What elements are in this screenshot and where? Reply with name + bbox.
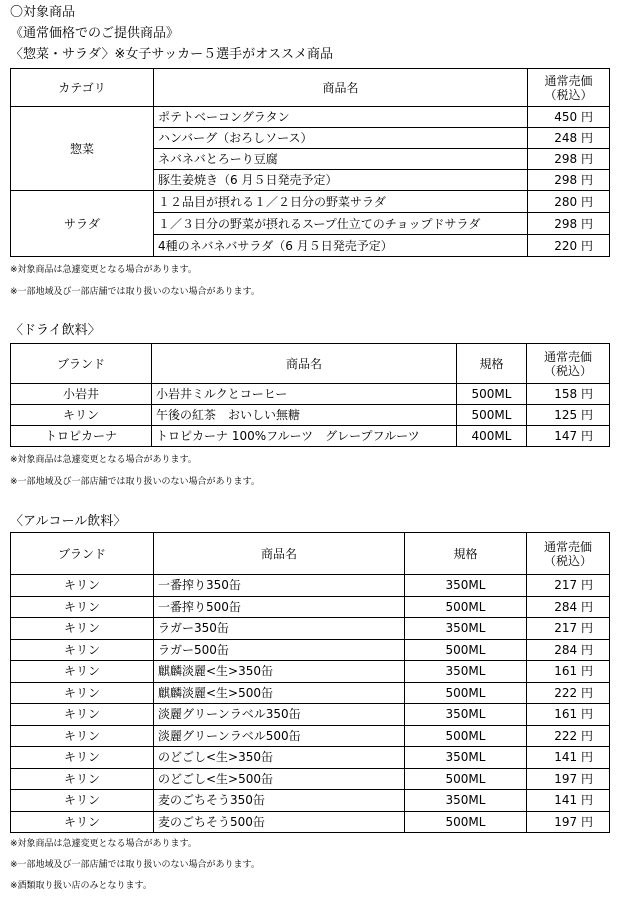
size-cell: 500ML [405,811,527,833]
product-name-cell: 麒麟淡麗<生>350缶 [154,661,405,683]
product-name-cell: 午後の紅茶 おいしい無糖 [152,405,457,426]
price-cell: 222 円 [527,682,610,704]
brand-cell: キリン [11,639,154,661]
brand-cell: キリン [11,747,154,769]
table-row [11,811,610,833]
brand-cell: キリン [11,405,152,426]
table-row [11,747,610,769]
product-name-cell: のどごし<生>500缶 [154,768,405,790]
table-row [11,575,610,597]
section-heading-alcohol: 〈アルコール飲料〉 [10,514,127,529]
price-cell: 284 円 [527,596,610,618]
product-name-cell: のどごし<生>350缶 [154,747,405,769]
size-cell: 500ML [405,639,527,661]
price-cell: 217 円 [527,618,610,640]
brand-cell: キリン [11,661,154,683]
product-name-cell: 豚生姜焼き（6 月５日発売予定） [154,170,528,191]
table-row [11,426,610,447]
column-header-product-name: 商品名 [152,344,457,384]
price-cell: 280 円 [528,191,610,213]
product-name-cell: ポテトベーコングラタン [154,107,528,128]
product-name-cell: 麦のごちそう350缶 [154,790,405,812]
column-header-product-name: 商品名 [154,69,528,107]
product-name-cell: ネバネバとろーり豆腐 [154,149,528,170]
price-cell: 147 円 [527,426,610,447]
product-name-cell: ラガー500缶 [154,639,405,661]
note-text: ※一部地域及び一部店舗では取り扱いのない場合があります。 [10,287,260,297]
product-name-cell: 淡麗グリーンラベル500缶 [154,725,405,747]
product-name-cell: 一番搾り500缶 [154,596,405,618]
deli-salad-table [10,68,610,257]
price-cell: 141 円 [527,790,610,812]
product-name-cell: トロピカーナ 100%フルーツ グレープフルーツ [152,426,457,447]
size-cell: 500ML [405,682,527,704]
price-cell: 220 円 [528,235,610,257]
brand-cell: キリン [11,768,154,790]
brand-cell: キリン [11,575,154,597]
table-row [11,191,610,213]
size-cell: 350ML [405,790,527,812]
price-cell: 197 円 [527,768,610,790]
brand-cell: キリン [11,704,154,726]
price-cell: 158 円 [527,384,610,405]
column-header-brand: ブランド [11,533,154,575]
table-row [11,405,610,426]
product-name-cell: １／３日分の野菜が摂れるスープ仕立てのチョップドサラダ [154,213,528,235]
alcohol-table [10,532,610,833]
dry-drinks-table [10,343,610,447]
brand-cell: 小岩井 [11,384,152,405]
category-cell-deli: 惣菜 [11,107,154,191]
note-text: ※対象商品は急遽変更となる場合があります。 [10,839,197,849]
table-row [11,725,610,747]
size-cell: 500ML [405,768,527,790]
column-header-price: 通常売価 （税込） [527,533,610,575]
size-cell: 500ML [457,384,527,405]
product-name-cell: 麦のごちそう500缶 [154,811,405,833]
section-heading-dry-drinks: 〈ドライ飲料〉 [10,323,101,338]
note-text: ※一部地域及び一部店舗では取り扱いのない場合があります。 [10,860,260,870]
price-cell: 284 円 [527,639,610,661]
product-name-cell: 淡麗グリーンラベル350缶 [154,704,405,726]
price-cell: 125 円 [527,405,610,426]
product-name-cell: １２品目が摂れる１／２日分の野菜サラダ [154,191,528,213]
size-cell: 350ML [405,747,527,769]
note-text: ※対象商品は急遽変更となる場合があります。 [10,455,197,465]
alcohol-table-body [11,575,610,833]
price-cell: 161 円 [527,661,610,683]
size-cell: 500ML [405,725,527,747]
table-row [11,384,610,405]
product-name-cell: ハンバーグ（おろしソース） [154,128,528,149]
category-cell-salad: サラダ [11,191,154,257]
table-row [11,790,610,812]
price-cell: 248 円 [528,128,610,149]
price-cell: 450 円 [528,107,610,128]
price-cell: 197 円 [527,811,610,833]
product-name-cell: 4種のネバネバサラダ（6 月５日発売予定） [154,235,528,257]
table-row [11,661,610,683]
size-cell: 350ML [405,618,527,640]
note-text: ※対象商品は急遽変更となる場合があります。 [10,265,197,275]
table-row [11,596,610,618]
product-name-cell: ラガー350缶 [154,618,405,640]
product-name-cell: 小岩井ミルクとコーヒー [152,384,457,405]
column-header-brand: ブランド [11,344,152,384]
table-row [11,107,610,128]
price-cell: 298 円 [528,170,610,191]
column-header-size: 規格 [457,344,527,384]
table-row [11,704,610,726]
size-cell: 500ML [405,596,527,618]
note-text: ※酒類取り扱い店のみとなります。 [10,881,152,891]
column-header-size: 規格 [405,533,527,575]
table-row [11,682,610,704]
price-cell: 141 円 [527,747,610,769]
brand-cell: キリン [11,596,154,618]
note-text: ※一部地域及び一部店舗では取り扱いのない場合があります。 [10,477,260,487]
page-title: 〇対象商品 [10,5,76,20]
size-cell: 350ML [405,661,527,683]
size-cell: 350ML [405,704,527,726]
price-cell: 161 円 [527,704,610,726]
table-row [11,618,610,640]
column-header-product-name: 商品名 [154,533,405,575]
table-row [11,768,610,790]
brand-cell: キリン [11,682,154,704]
table-row [11,639,610,661]
column-header-category: カテゴリ [11,69,154,107]
brand-cell: キリン [11,790,154,812]
product-name-cell: 麒麟淡麗<生>500缶 [154,682,405,704]
price-cell: 298 円 [528,213,610,235]
product-name-cell: 一番搾り350缶 [154,575,405,597]
page-subtitle: 《通常価格でのご提供商品》 [10,26,180,41]
size-cell: 400ML [457,426,527,447]
brand-cell: キリン [11,725,154,747]
price-cell: 298 円 [528,149,610,170]
brand-cell: トロピカーナ [11,426,152,447]
section-heading-deli-salad: 〈惣菜・サラダ〉※女子サッカー５選手がオススメ商品 [10,47,334,62]
brand-cell: キリン [11,618,154,640]
column-header-price: 通常売価 （税込） [527,344,610,384]
size-cell: 500ML [457,405,527,426]
price-cell: 222 円 [527,725,610,747]
column-header-price: 通常売価 （税込） [528,69,610,107]
brand-cell: キリン [11,811,154,833]
size-cell: 350ML [405,575,527,597]
price-cell: 217 円 [527,575,610,597]
